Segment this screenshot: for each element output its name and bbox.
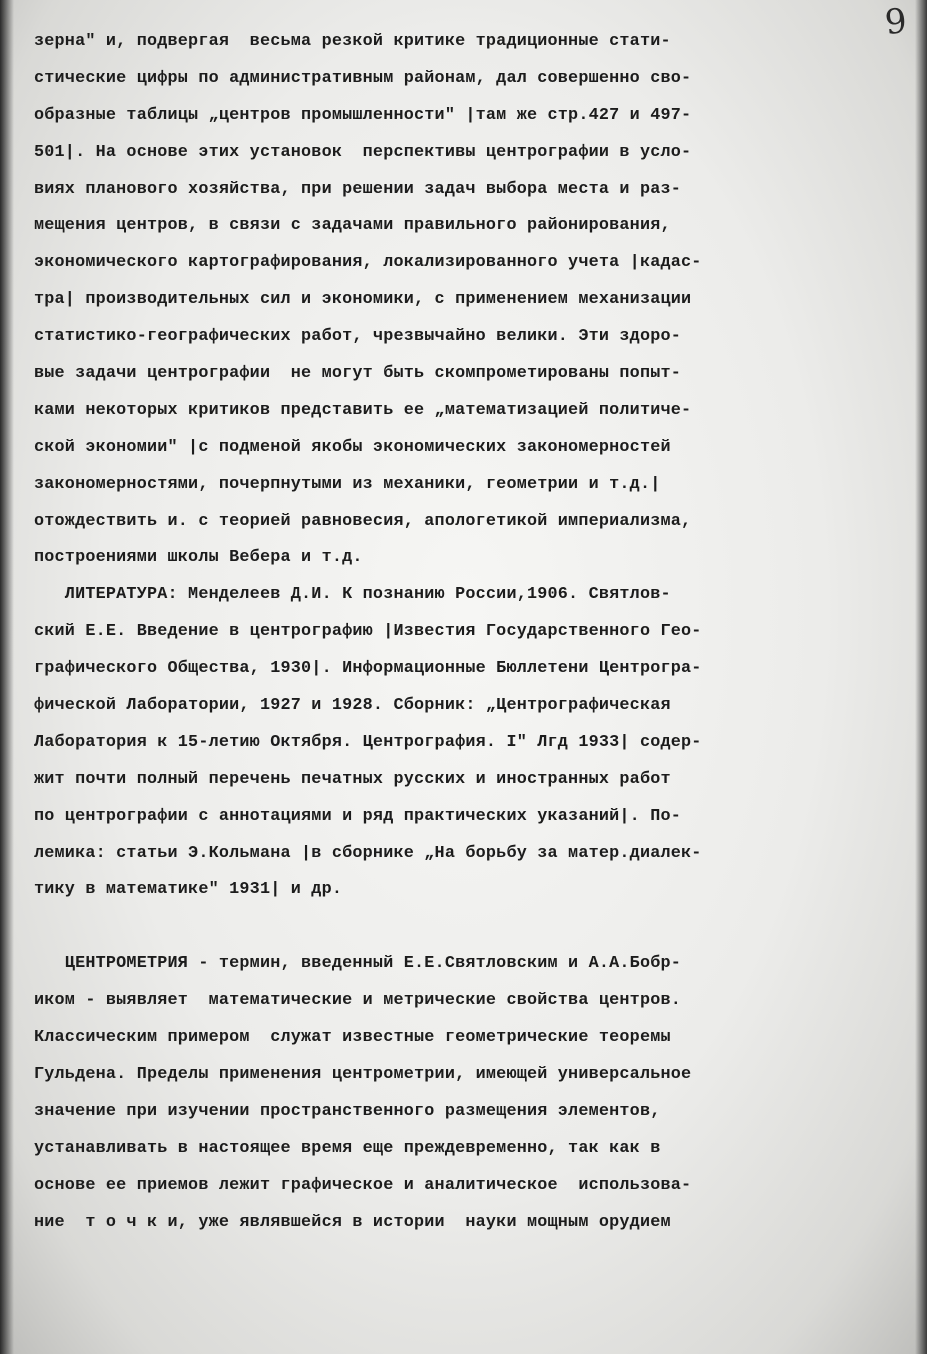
text-line: по центрографии с аннотациями и ряд практических указаний|. По- [34,806,682,826]
text-line: иком - выявляет математические и метрические свойства центров. [34,991,682,1011]
text-line: лемика: статьи Э.Кольмана |в сборнике „На борьбу за матер.диалек- [34,843,702,863]
page-body [34,24,914,1241]
text-line: основе ее приемов лежит графическое и аналитическое использова- [34,1175,692,1195]
text-line: тра| производительных сил и экономики, с применением механизации [34,290,692,310]
text-line: отождествить и. с теорией равновесия, апологетикой империализма, [34,511,692,531]
paragraph-centrography-perspectives [34,24,914,577]
paragraph-literature [34,577,914,909]
text-line: вые задачи центрографии не могут быть скомпрометированы попыт- [34,364,682,384]
text-line: ЛИТЕРАТУРА: Менделеев Д.И. К познанию России,1906. Святлов- [34,585,671,605]
text-line: ский Е.Е. Введение в центрографию |Известия Государственного Гео- [34,622,702,642]
text-line: построениями школы Вебера и т.д. [34,548,363,568]
text-line: стические цифры по административным районам, дал совершенно сво- [34,68,692,88]
text-line: ние т о ч к и, уже являвшейся в истории науки мощным орудием [34,1212,671,1232]
text-line: фической Лаборатории, 1927 и 1928. Сборник: „Центрографическая [34,696,671,716]
text-line: графического Общества, 1930|. Информационные Бюллетени Центрогра- [34,659,702,679]
text-line: Гульдена. Пределы применения центрометрии, имеющей универсальное [34,1064,692,1084]
text-line: зерна" и, подвергая весьма резкой критике традиционные стати- [34,32,671,51]
handwritten-page-number: 9 [883,0,910,44]
text-line: ками некоторых критиков представить ее „математизацией политиче- [34,400,692,420]
text-line: устанавливать в настоящее время еще преждевременно, так как в [34,1138,661,1158]
text-line: значение при изучении пространственного размещения элементов, [34,1101,661,1121]
text-line: 501|. На основе этих установок перспективы центрографии в усло- [34,142,692,162]
text-line: виях планового хозяйства, при решении задач выбора места и раз- [34,179,682,199]
text-line: закономерностями, почерпнутыми из механики, геометрии и т.д.| [34,474,661,494]
blank-line [34,909,914,946]
text-line: жит почти полный перечень печатных русских и иностранных работ [34,769,671,789]
paragraph-centrometry [34,946,914,1241]
text-line: Классическим примером служат известные геометрические теоремы [34,1028,671,1048]
text-line: образные таблицы „центров промышленности" |там же стр.427 и 497- [34,105,692,125]
text-line: ской экономии" |с подменой якобы экономических закономерностей [34,437,671,457]
text-line: мещения центров, в связи с задачами правильного районирования, [34,216,671,236]
text-line: тику в математике" 1931| и др. [34,880,343,900]
text-line: ЦЕНТРОМЕТРИЯ - термин, введенный Е.Е.Святловским и А.А.Бобр- [34,954,682,974]
text-line: статистико-географических работ, чрезвычайно велики. Эти здоро- [34,327,682,347]
text-line: Лаборатория к 15-летию Октября. Центрография. I" Лгд 1933| содер- [34,732,702,752]
text-line: экономического картографирования, локализированного учета |кадас- [34,253,702,273]
